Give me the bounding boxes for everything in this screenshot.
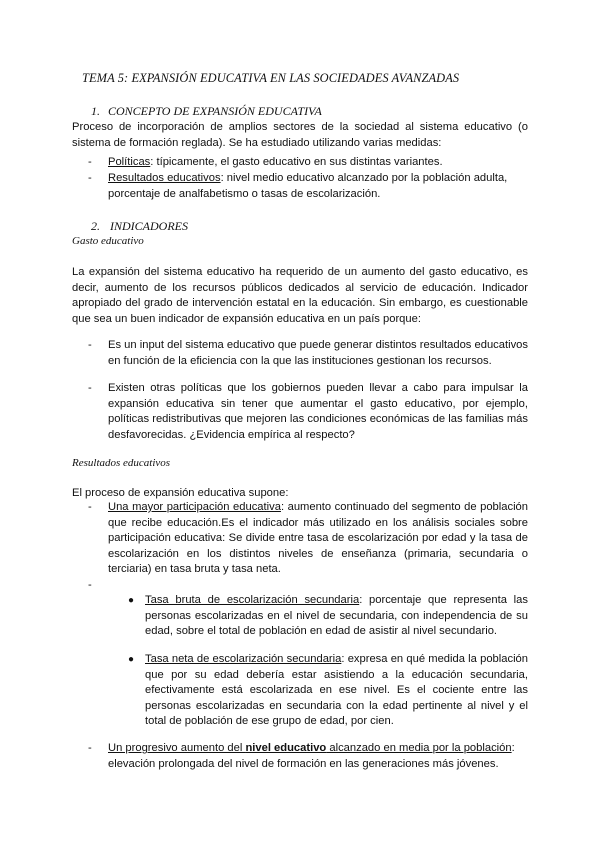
- section-1-intro: Proceso de incorporación de amplios sectores de la sociedad al sistema educativo (o sistema de formación reglada). Se ha estudiado utilizando varias medidas:: [72, 121, 528, 149]
- resultados-item-nivel: [108, 741, 528, 772]
- dash-marker: -: [88, 339, 92, 351]
- term-nivel-b: nivel educativo: [245, 742, 327, 754]
- gasto-educativo-paragraph: La expansión del sistema educativo ha requerido de un aumento del gasto educativo, es decir, aumento de los recursos públicos dedicados al servicio de educación. Indicador apropiado del grado de intervención estatal en la educación. Sin embargo, es cuestionable que sea un buen indicador de expansión educativa en un país porque:: [72, 266, 528, 325]
- dash-marker: -: [88, 156, 92, 168]
- text-resultados: : nivel medio educativo alcanzado por la población adulta, porcentaje de analfabetismo o tasas de escolarización.: [108, 172, 508, 200]
- gasto-list-item-input: Es un input del sistema educativo que puede generar distintos resultados educativos en función de la eficiencia con la que las instituciones gestionan los recursos.: [108, 339, 528, 367]
- term-nivel-c: alcanzado en media por la población: [326, 742, 512, 754]
- bullet-marker: ●: [128, 595, 135, 606]
- text-politicas: : típicamente, el gasto educativo en sus distintas variantes.: [150, 156, 443, 168]
- text-nivel: : elevación prolongada del nivel de formación en las generaciones más jóvenes.: [108, 742, 515, 770]
- dash-marker: -: [88, 501, 92, 513]
- term-politicas: Políticas: [108, 156, 151, 168]
- document-title: TEMA 5: EXPANSIÓN EDUCATIVA EN LAS SOCIEDADES AVANZADAS: [82, 71, 460, 85]
- dash-marker: -: [88, 172, 92, 184]
- dash-marker: -: [88, 382, 92, 394]
- subheading-gasto-educativo: Gasto educativo: [72, 235, 144, 247]
- dash-marker: -: [88, 742, 92, 754]
- resultados-item-participacion: [108, 500, 528, 578]
- text-tasa-neta: : expresa en qué medida la población que por su edad debería estar asistiendo a la educación secundaria, efectivamente está escolarizada en ese nivel. Es el cociente entre las personas escolarizadas en secundaria con la edad pertinente al nivel y el total de población de ese grupo de edad, por cien.: [145, 653, 528, 728]
- term-nivel-a: Un progresivo aumento del: [108, 742, 246, 754]
- resultados-intro: El proceso de expansión educativa supone:: [72, 487, 289, 499]
- list-item-politicas: [108, 155, 528, 171]
- subheading-resultados-educativos: Resultados educativos: [72, 457, 171, 469]
- section-1-number: 1.: [91, 104, 100, 118]
- gasto-list-item-politicas: Existen otras políticas que los gobiernos pueden llevar a cabo para impulsar la expansión educativa sin tener que aumentar el gasto educativo, por ejemplo, políticas redistributivas que mejoren las condiciones económicas de las familias más desfavorecidas. ¿Evidencia empírica al respecto?: [108, 382, 528, 441]
- section-2-heading: INDICADORES: [110, 219, 188, 233]
- text-participacion: : aumento continuado del segmento de población que recibe educación.Es el indicador más utilizado en los análisis sociales sobre participación educativa: Se divide entre tasa de escolarización por edad y la tasa de escolarización en los distintos niveles de enseñanza (primaria, secundaria o terciaria) en tasa bruta y tasa neta.: [108, 501, 529, 576]
- bullet-tasa-bruta: [145, 593, 528, 640]
- text-tasa-bruta: : porcentaje que representa las personas escolarizadas en el nivel de secundaria, con independencia de su edad, sobre el total de población en edad de asistir al nivel secundario.: [145, 594, 528, 638]
- bullet-marker: ●: [128, 654, 135, 665]
- bullet-tasa-neta: [145, 652, 528, 730]
- term-participacion: Una mayor participación educativa: [108, 501, 281, 513]
- list-item-resultados: [108, 171, 528, 202]
- term-resultados: Resultados educativos: [108, 172, 221, 184]
- section-1-heading: CONCEPTO DE EXPANSIÓN EDUCATIVA: [108, 104, 322, 118]
- term-tasa-bruta: Tasa bruta de escolarización secundaria: [145, 594, 360, 606]
- term-tasa-neta: Tasa neta de escolarización secundaria: [145, 653, 342, 665]
- dash-marker-empty: -: [88, 579, 92, 591]
- section-2-number: 2.: [91, 219, 100, 233]
